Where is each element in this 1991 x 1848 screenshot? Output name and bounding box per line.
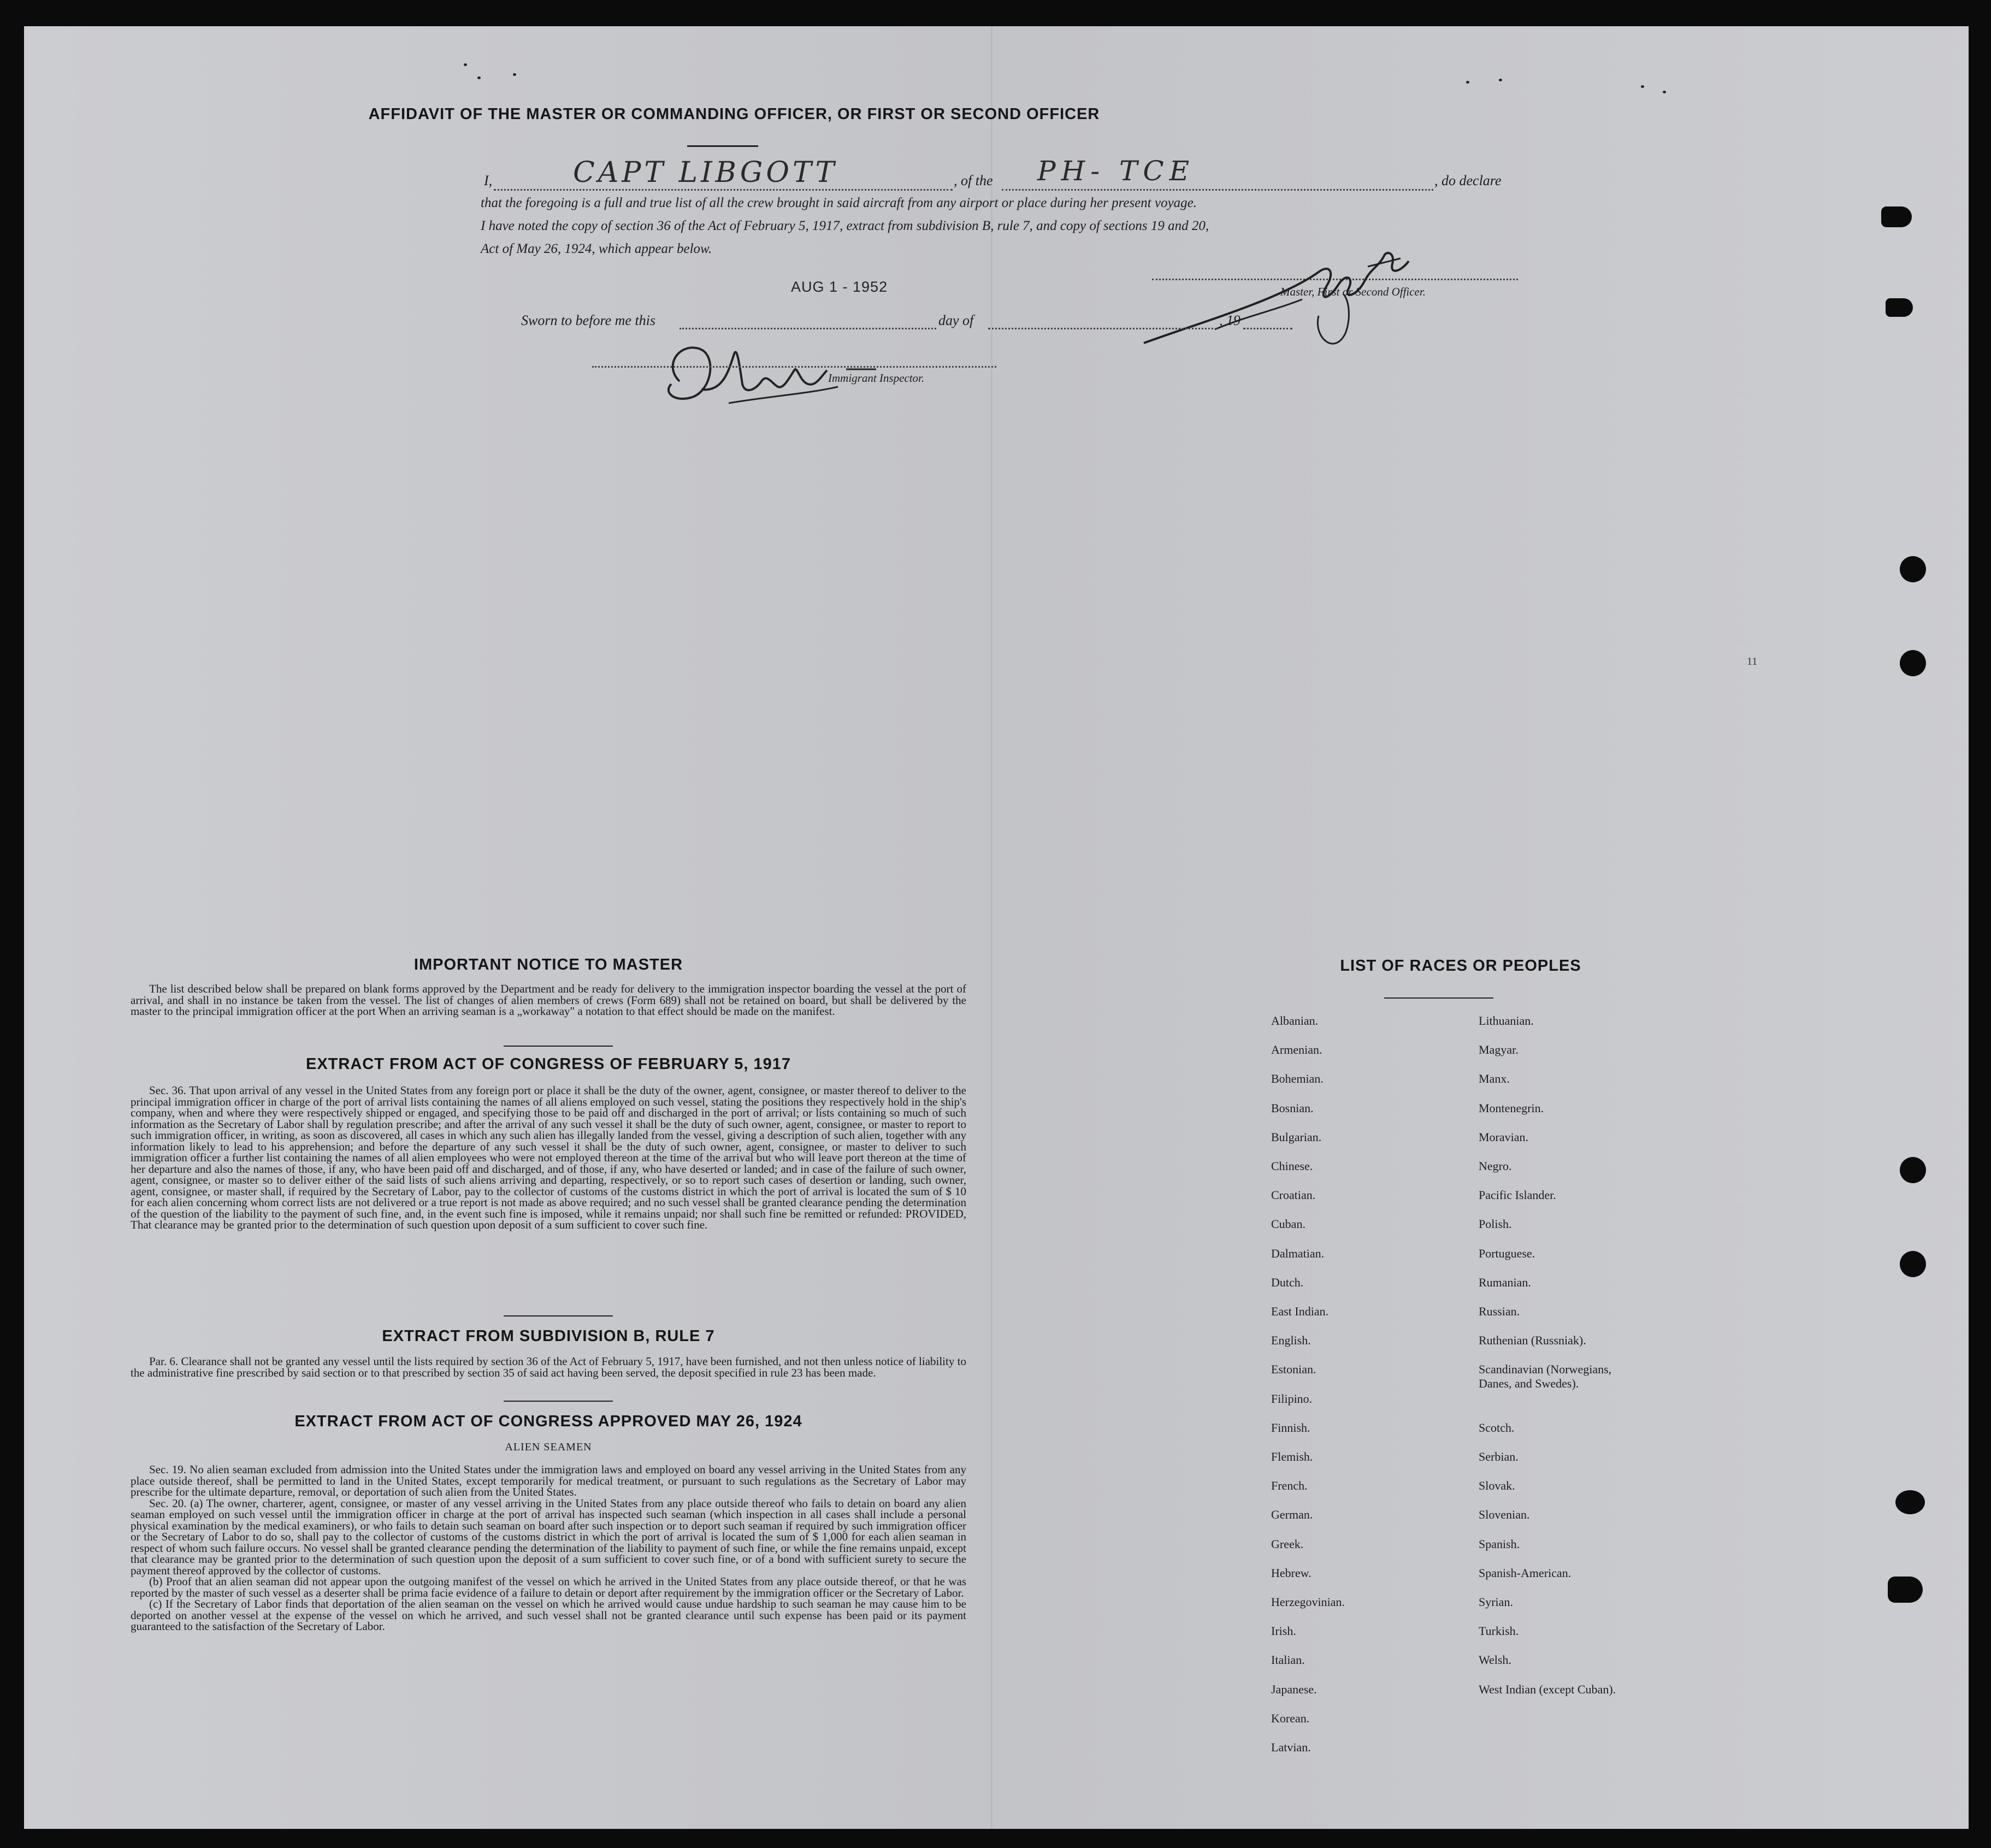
- of-the-label: , of the: [954, 173, 993, 188]
- race-item: Korean.: [1271, 1711, 1310, 1725]
- notice-paragraph: The list described below shall be prepared on blank forms approved by the Department and be ready for delivery to the immigration inspector boarding the vessel at the port of arrival, and shall in no instance be taken from the vessel. The list of changes of alien members of crews (Form 689) shall not be retained on board, but shall be delivered by the master to the principal immigration officer at the port When an arriving seaman is a „workaway" a notation to that effect should be made on the manifest.: [131, 982, 966, 1018]
- race-item: Latvian.: [1271, 1740, 1311, 1754]
- sec-19-paragraph: Sec. 19. No alien seaman excluded from admission into the United States under the immigration laws and employed on board any vessel arriving in the United States from any place outside thereof, shall be permitted to land in the United States, except temporarily for medical treatment, or pursuant to such regulations as the Secretary of Labor may prescribe for the ultimate departure, removal, or deportation of such alien from the United States.: [131, 1463, 966, 1498]
- speck: [1641, 85, 1644, 88]
- race-item: Estonian.: [1271, 1362, 1316, 1377]
- race-item: Montenegrin.: [1479, 1101, 1544, 1115]
- affidavit-title: AFFIDAVIT OF THE MASTER OR COMMANDING OFFICER, OR FIRST OR SECOND OFFICER: [368, 105, 1100, 123]
- section-rule: [504, 1315, 613, 1316]
- race-item: Ruthenian (Russniak).: [1479, 1333, 1586, 1348]
- sworn-day-line: [680, 328, 936, 329]
- race-item: Albanian.: [1271, 1014, 1319, 1028]
- race-item: Russian.: [1479, 1304, 1520, 1318]
- race-item: Filipino.: [1271, 1391, 1313, 1406]
- race-item: English.: [1271, 1333, 1311, 1348]
- race-item: Scotch.: [1479, 1420, 1515, 1434]
- race-item: French.: [1271, 1479, 1308, 1493]
- race-item: Bohemian.: [1271, 1072, 1324, 1086]
- speck: [1663, 91, 1666, 93]
- section-rule: [504, 1046, 613, 1047]
- subdivision-b-title: EXTRACT FROM SUBDIVISION B, RULE 7: [382, 1327, 715, 1345]
- extract-1924-title: EXTRACT FROM ACT OF CONGRESS APPROVED MAY 26, 1924: [294, 1413, 802, 1430]
- race-item: Hebrew.: [1271, 1566, 1311, 1580]
- punch-hole: [1900, 1157, 1926, 1183]
- race-item: Scandinavian (Norwegians, Danes, and Swedes).: [1479, 1362, 1612, 1391]
- race-item: Turkish.: [1479, 1624, 1519, 1638]
- punch-hole: [1881, 206, 1912, 227]
- race-item: Welsh.: [1479, 1653, 1511, 1667]
- race-item: Bulgarian.: [1271, 1130, 1322, 1144]
- race-item: Finnish.: [1271, 1420, 1310, 1434]
- speck: [477, 76, 481, 79]
- captain-line: [494, 189, 953, 191]
- race-item: Italian.: [1271, 1653, 1305, 1667]
- inspector-signature-line: [592, 366, 996, 368]
- race-item: Armenian.: [1271, 1043, 1322, 1057]
- race-item: Serbian.: [1479, 1450, 1519, 1463]
- sworn-label: Sworn to before me this: [521, 312, 656, 328]
- race-item: Japanese.: [1271, 1682, 1317, 1696]
- inspector-caption: Immigrant Inspector.: [828, 371, 925, 385]
- do-declare-label: , do declare: [1434, 173, 1502, 188]
- race-item: Negro.: [1479, 1159, 1512, 1173]
- race-item: Moravian.: [1479, 1130, 1529, 1144]
- sworn-month-line: [988, 328, 1218, 329]
- race-item: German.: [1271, 1508, 1313, 1522]
- extract-1917-title: EXTRACT FROM ACT OF CONGRESS OF FEBRUARY 5, 1917: [305, 1055, 791, 1073]
- document-sheet: [24, 26, 1969, 1829]
- year-label: , 19: [1219, 312, 1240, 328]
- race-item: Dalmatian.: [1271, 1246, 1325, 1260]
- race-item: Croatian.: [1271, 1188, 1316, 1202]
- speck: [513, 73, 516, 76]
- speck: [1466, 81, 1469, 84]
- speck: [1499, 79, 1502, 81]
- race-item: Slovak.: [1479, 1479, 1515, 1493]
- notice-body: [131, 983, 966, 1017]
- margin-note: 11: [1747, 656, 1758, 668]
- race-item: Rumanian.: [1479, 1275, 1531, 1289]
- sec-20b-paragraph: (b) Proof that an alien seaman did not appear upon the outgoing manifest of the vessel on which he arrived in the United States from any place outside thereof, or that he was reported by the master of such vessel as a deserter shall be prima facie evidence of a failure to detain or deport after requirement by the immigration officer or the Secretary of Labor.: [131, 1575, 966, 1599]
- punch-hole: [1900, 650, 1926, 676]
- race-item: Lithuanian.: [1479, 1014, 1534, 1028]
- race-item: Dutch.: [1271, 1275, 1304, 1289]
- race-item: East Indian.: [1271, 1304, 1329, 1318]
- speck: [464, 63, 467, 66]
- sec-20c-paragraph: (c) If the Secretary of Labor finds that deportation of the alien seaman on the vessel on which he arrived would cause undue hardship to such seaman he may cause him to be deported on another vessel at the expense of the vessel on which he arrived, and such vessel shall not be granted clearance until such expense has been paid or its payment guaranteed to the satisfaction of the Secretary of Labor.: [131, 1597, 966, 1633]
- race-item: Spanish.: [1479, 1537, 1520, 1551]
- race-item: Polish.: [1479, 1217, 1512, 1231]
- race-item: Herzegovinian.: [1271, 1595, 1345, 1609]
- race-item: Slovenian.: [1479, 1508, 1530, 1522]
- punch-hole: [1895, 1490, 1925, 1514]
- race-item: Spanish-American.: [1479, 1566, 1571, 1580]
- race-item: Syrian.: [1479, 1595, 1513, 1609]
- punch-hole: [1900, 1251, 1926, 1277]
- race-item: Irish.: [1271, 1624, 1296, 1638]
- i-label: I,: [484, 173, 493, 188]
- sec-20a-paragraph: Sec. 20. (a) The owner, charterer, agent, consignee, or master of any vessel arriving in the United States from any place outside thereof who fails to detain on board any alien seaman employed on such vessel until the immigration officer in charge at the port of arrival has inspected such seaman (which inspection in all cases shall include a personal physical examination by the medical examiners), or who fails to detain such seaman on board after such inspection or to deport such seaman if required by such immigration officer or the Secretary of Labor to do so, shall pay to the collector of customs of the customs district in which the port of arrival is located the sum of $ 1,000 for each alien seaman in respect of whom such failure occurs. No vessel shall be granted clearance pending the determination of the liability to payment of such fine, or while the fine remains unpaid, except that clearance may be granted prior to the determination of such question upon the deposit of a sum sufficient to cover such fine, or of a bond with sufficient surety to secure the payment thereof approved by the collector of customs.: [131, 1496, 966, 1577]
- race-item: Pacific Islander.: [1479, 1188, 1556, 1202]
- race-item: Flemish.: [1271, 1450, 1313, 1463]
- date-stamp: AUG 1 - 1952: [791, 279, 888, 295]
- affidavit-line-3: I have noted the copy of section 36 of the Act of February 5, 1917, extract from subdivision B, rule 7, and copy of sections 19 and 20,: [481, 219, 1209, 233]
- race-item: Portuguese.: [1479, 1246, 1535, 1260]
- race-item: Cuban.: [1271, 1217, 1305, 1231]
- affidavit-line-2: that the foregoing is a full and true list of all the crew brought in said aircraft from any airport or place during her present voyage.: [481, 196, 1197, 210]
- section-rule: [504, 1401, 613, 1402]
- extract-1917-body: [131, 1085, 966, 1231]
- extract-1924-subtitle: ALIEN SEAMEN: [505, 1441, 592, 1453]
- captain-name-handwritten: CAPT LIBGOTT: [573, 156, 838, 189]
- punch-hole: [1888, 1577, 1923, 1603]
- races-title: LIST OF RACES OR PEOPLES: [1340, 957, 1581, 975]
- subdivision-b-paragraph: Par. 6. Clearance shall not be granted any vessel until the lists required by section 36 of the Act of February 5, 1917, have been furnished, and not then unless notice of liability to the administrative fine prescribed by said section or to that prescribed by section 35 of said act having been served, the deposit specified in rule 23 has been made.: [131, 1355, 966, 1379]
- title-rule: [687, 145, 758, 147]
- aircraft-line: [1002, 189, 1433, 191]
- punch-hole: [1886, 298, 1913, 317]
- page-fold: [991, 26, 992, 1829]
- aircraft-handwritten: PH- TCE: [1037, 155, 1195, 187]
- race-item: Bosnian.: [1271, 1101, 1314, 1115]
- race-item: Magyar.: [1479, 1043, 1519, 1057]
- year-line: [1243, 328, 1292, 329]
- punch-hole: [1900, 556, 1926, 582]
- race-item: Manx.: [1479, 1072, 1510, 1086]
- races-title-rule: [1384, 997, 1493, 999]
- subdivision-b-body: [131, 1356, 966, 1378]
- officer-caption: Master, First or Second Officer.: [1280, 285, 1426, 298]
- extract-1917-paragraph: Sec. 36. That upon arrival of any vessel in the United States from any foreign port or place it shall be the duty of the owner, agent, consignee, or master thereof to deliver to the principal immigration officer in charge of the port of arrival lists containing the names of all aliens employed on such vessel, stating the positions they respectively hold in the ship's company, when and where they were respectively shipped or engaged, and specifying those to be paid off and discharged in the port of arrival; or lists containing so much of such information as the Secretary of Labor shall by regulation prescribe; and after the arrival of any such vessel it shall be the duty of such owner, agent, consignee, or master to report to such immigration officer, in writing, as soon as discovered, all cases in which any such alien has illegally landed from the vessel, giving a description of such alien, together with any information likely to lead to his apprehension; and before the departure of any such vessel it shall be the duty of such owner, agent, consignee, or master to deliver to such immigration officer a further list containing the names of all alien employees who were not employed thereon at the time of the arrival but who will leave port thereon at the time of her departure and also the names of those, if any, who have been paid off and discharged, and of those, if any, who have deserted or landed; and in case of the failure of such owner, agent, consignee, or master so to deliver either of the said lists of such aliens arriving and departing, respectively, or so to report such cases of desertion or landing, such owner, agent, consignee, or master shall, if required by the Secretary of Labor, pay to the collector of customs of the customs district in which the port of arrival is located the sum of $ 10 for each alien concerning whom correct lists are not delivered or a true report is not made as above required; and no such vessel shall be granted clearance pending the determination of the question of the liability to the payment of such fine, and, in the event such fine is imposed, while it remains unpaid; nor shall such fine be remitted or refunded: PROVIDED, That clearance may be granted prior to the determination of such question upon deposit of a sum sufficient to cover such fine.: [131, 1084, 966, 1231]
- affidavit-line-4: Act of May 26, 1924, which appear below.: [481, 241, 712, 256]
- day-of-label: day of: [938, 312, 974, 328]
- race-item: Chinese.: [1271, 1159, 1313, 1173]
- race-item: Greek.: [1271, 1537, 1304, 1551]
- race-item: West Indian (except Cuban).: [1479, 1682, 1616, 1696]
- notice-title: IMPORTANT NOTICE TO MASTER: [413, 956, 683, 973]
- extract-1924-body: [131, 1464, 966, 1632]
